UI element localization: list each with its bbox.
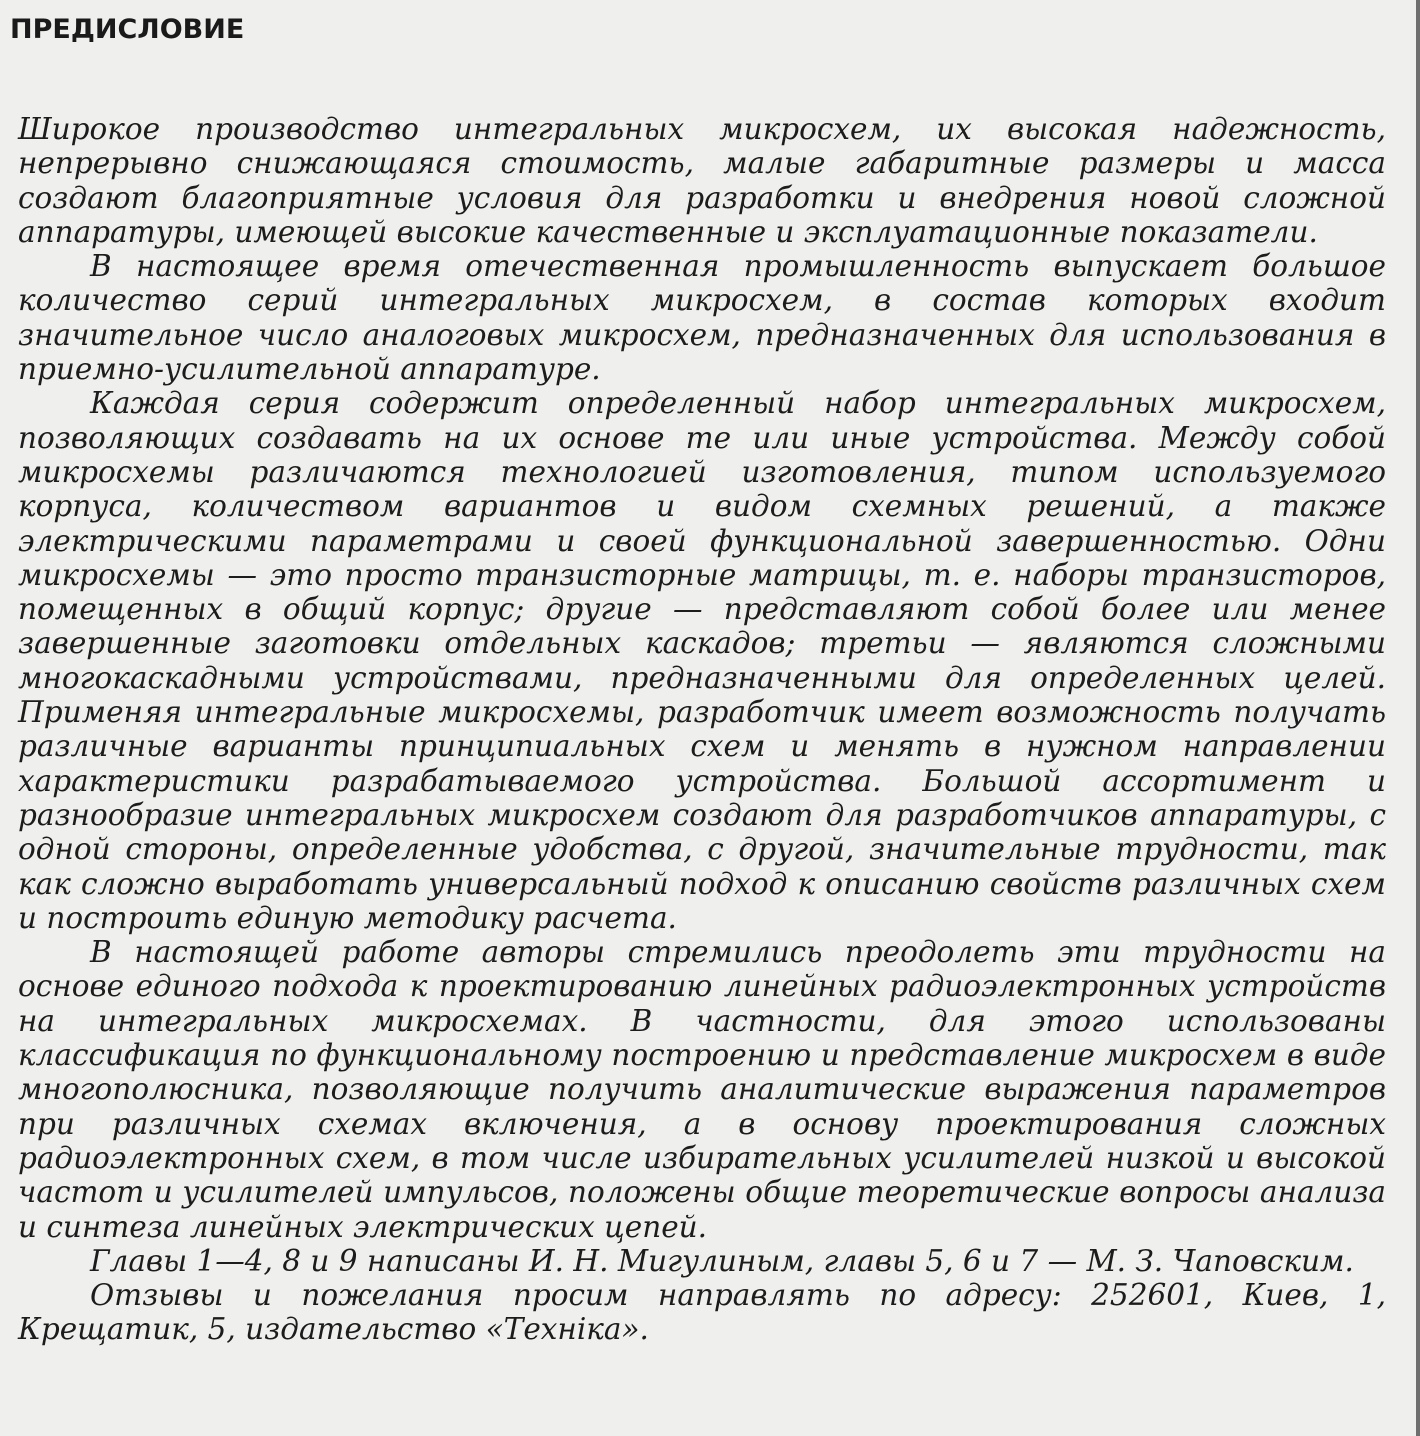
preface-body: [18, 112, 1386, 1347]
paragraph-intro: Широкое производство интегральных микросхем, их высокая надежность, непрерывно снижающаяся стоимость, малые габаритные размеры и масса создают благоприятные условия для разработки и внедрения новой сложной аппаратуры, имеющей высокие качественные и эксплуатационные показатели.: [18, 112, 1386, 249]
page-heading: ПРЕДИСЛОВИЕ: [10, 14, 245, 45]
paragraph-feedback: Отзывы и пожелания просим направлять по адресу: 252601, Киев, 1, Крещатик, 5, издательство «Техніка».: [18, 1278, 1386, 1347]
paragraph-approach: В настоящей работе авторы стремились преодолеть эти трудности на основе единого подхода к проектированию линейных радиоэлектронных устройств на интегральных микросхемах. В частности, для этого использованы классификация по функциональному построению и представление микросхем в виде многополюсника, позволяющие получить аналитические выражения параметров при различных схемах включения, а в основу проектирования сложных радиоэлектронных схем, в том числе избирательных усилителей низкой и высокой частот и усилителей импульсов, положены общие теоретические вопросы анализа и синтеза линейных электрических цепей.: [18, 935, 1386, 1244]
paragraph-authors: Главы 1—4, 8 и 9 написаны И. Н. Мигулиным, главы 5, 6 и 7 — М. З. Чаповским.: [90, 1243, 1354, 1278]
paragraph-industry: В настоящее время отечественная промышленность выпускает большое количество серий интегральных микросхем, в состав которых входит значительное число аналоговых микросхем, предназначенных для использования в приемно-усилительной аппаратуре.: [18, 249, 1386, 387]
paragraph-series: Каждая серия содержит определенный набор интегральных микросхем, позволяющих создавать на их основе те или иные устройства. Между собой микросхемы различаются технологией изготовления, типом используемого корпуса, количеством вариантов и видом схемных решений, а также электрическими параметрами и своей функциональной завершенностью. Одни микросхемы — это просто транзисторные матрицы, т. е. наборы транзисторов, помещенных в общий корпус; другие — представляют собой более или менее завершенные заготовки отдельных каскадов; третьи — являются сложными многокаскадными устройствами, предназначенными для определенных целей. Применяя интегральные микросхемы, разработчик имеет возможность получать различные варианты принципиальных схем и менять в нужном направлении характеристики разрабатываемого устройства. Большой ассортимент и разнообразие интегральных микросхем создают для разработчиков аппаратуры, с одной стороны, определенные удобства, с другой, значительные трудности, так как сложно выработать универсальный подход к описанию свойств различных схем и построить единую методику расчета.: [18, 386, 1386, 935]
